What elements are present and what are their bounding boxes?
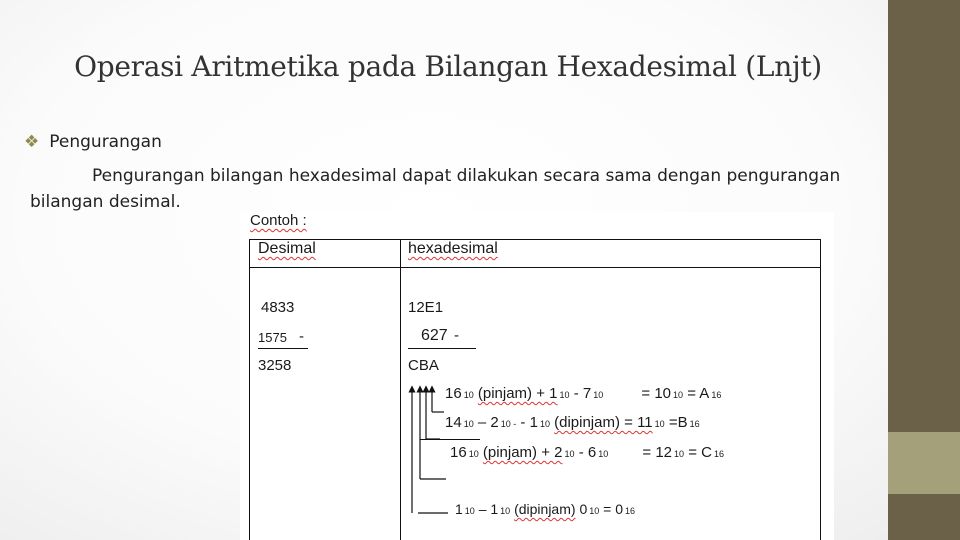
table-header-border [249, 267, 821, 268]
decimal-minus: - [299, 328, 304, 345]
step-4: 1 10 – 1 10 (dipinjam) 0 10 = 0 16 [455, 501, 636, 517]
decimal-minuend: 4833 [261, 299, 295, 316]
table-top-border [249, 239, 821, 240]
hex-minuend: 12E1 [408, 299, 444, 316]
step-2-underline [420, 439, 480, 440]
paragraph-line-2: bilangan desimal. [30, 192, 181, 212]
table-left-border [249, 239, 250, 540]
example-image [240, 212, 834, 540]
header-decimal: Desimal [258, 240, 316, 257]
step-2: 14 10 – 2 10 - - 1 10 (dipinjam) = 11 10 =B 16 [445, 414, 700, 431]
slide-title: Operasi Aritmetika pada Bilangan Hexadesimal (Lnjt) [74, 50, 822, 83]
decimal-subtrahend: 1575 [258, 330, 287, 345]
table-right-border [820, 239, 821, 540]
bullet-heading [24, 132, 162, 152]
hex-result: CBA [408, 357, 439, 374]
step-1: 16 10 (pinjam) + 1 10 - 7 10 = 10 10 = A 16 [445, 385, 722, 402]
diamond-bullet-icon: ❖ [24, 131, 40, 152]
step-3: 16 10 (pinjam) + 2 10 - 6 10 = 12 10 = C 16 [450, 444, 724, 461]
bullet-label: Pengurangan [49, 132, 162, 152]
example-label: Contoh : [250, 212, 307, 229]
sidebar-accent [888, 432, 960, 494]
decimal-sum-line [258, 348, 308, 349]
hex-sum-line [408, 348, 476, 349]
header-hex: hexadesimal [408, 240, 498, 257]
hex-minus: - [454, 327, 459, 344]
decimal-result: 3258 [258, 357, 292, 374]
paragraph-line-1: Pengurangan bilangan hexadesimal dapat dilakukan secara sama dengan pengurangan [92, 166, 841, 186]
hex-subtrahend: 627 [421, 327, 448, 344]
